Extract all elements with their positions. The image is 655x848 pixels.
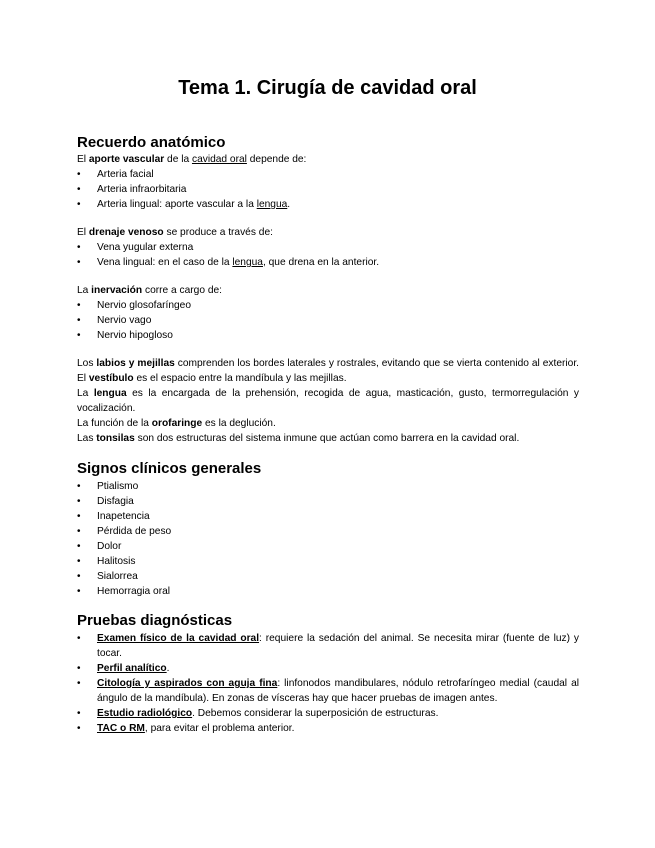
bold-term: vestíbulo xyxy=(88,373,134,384)
signos-list xyxy=(77,479,579,599)
list-item: • Inapetencia xyxy=(77,509,579,524)
text: La xyxy=(77,388,94,399)
text: , para evitar el problema anterior. xyxy=(144,723,295,734)
document-body xyxy=(77,133,579,736)
text: La función de la xyxy=(77,418,152,429)
text: Vena lingual: en el caso de la xyxy=(97,257,233,268)
bold-term: labios y mejillas xyxy=(96,358,175,369)
text: , que drena en la anterior. xyxy=(262,257,380,268)
text: es el espacio entre la mandíbula y las mejillas. xyxy=(133,373,347,384)
text: La xyxy=(77,285,92,296)
bold-underlined-term: Citología y aspirados con aguja fina xyxy=(97,678,278,689)
text: de la xyxy=(164,154,192,165)
vascular-list xyxy=(77,167,579,212)
bold-term: orofaringe xyxy=(151,418,203,429)
text: El xyxy=(77,154,89,165)
list-item xyxy=(77,197,579,212)
list-item: • Arteria infraorbitaria xyxy=(77,182,579,197)
inervacion-intro xyxy=(77,283,579,298)
bold-term: inervación xyxy=(91,285,143,296)
pruebas-list xyxy=(77,631,579,736)
bold-term: tonsilas xyxy=(96,433,135,444)
text: . xyxy=(287,199,291,210)
bold-term: aporte vascular xyxy=(88,154,165,165)
page-title: Tema 1. Cirugía de cavidad oral xyxy=(178,77,477,99)
paragraph-labios xyxy=(77,356,579,386)
list-item: • Vena yugular externa xyxy=(77,240,579,255)
text: se produce a través de: xyxy=(163,227,273,238)
paragraph-lengua xyxy=(77,386,579,416)
list-item: • Halitosis xyxy=(77,554,579,569)
list-item: • Sialorrea xyxy=(77,569,579,584)
text: depende de: xyxy=(246,154,307,165)
text: corre a cargo de: xyxy=(142,285,222,296)
text: Las xyxy=(77,433,97,444)
list-item: • Arteria facial xyxy=(77,167,579,182)
list-item: • Ptialismo xyxy=(77,479,579,494)
text: Los xyxy=(77,358,97,369)
list-item: • Disfagia xyxy=(77,494,579,509)
text: son dos estructuras del sistema inmune que actúan como barrera en la cavidad oral. xyxy=(134,433,520,444)
underlined-term: lengua xyxy=(232,257,263,268)
bold-term: lengua xyxy=(93,388,127,399)
underlined-term: cavidad oral xyxy=(191,154,247,165)
text: . xyxy=(166,663,170,674)
list-item xyxy=(77,661,579,676)
list-item: • Hemorragia oral xyxy=(77,584,579,599)
text: . Debemos considerar la superposición de estructuras. xyxy=(192,708,439,719)
text: El xyxy=(77,227,89,238)
list-item xyxy=(77,676,579,706)
text: Arteria lingual: aporte vascular a la xyxy=(97,199,257,210)
text: comprenden los bordes laterales y rostrales, evitando que se vierta contenido al exterior. El xyxy=(77,358,579,384)
text: es la deglución. xyxy=(202,418,276,429)
inervacion-list xyxy=(77,298,579,343)
list-item: • Dolor xyxy=(77,539,579,554)
list-item: • Nervio hipogloso xyxy=(77,328,579,343)
bold-underlined-term: Perfil analítico xyxy=(97,663,167,674)
list-item xyxy=(77,255,579,270)
section-recuerdo-anatomico xyxy=(77,133,579,446)
list-item xyxy=(77,631,579,661)
list-item: • Nervio vago xyxy=(77,313,579,328)
list-item xyxy=(77,706,579,721)
section-heading: Signos clínicos generales xyxy=(77,460,262,477)
text: : requiere la sedación del animal. Se necesita mirar (fuente de luz) y tocar. xyxy=(97,633,580,659)
section-heading: Recuerdo anatómico xyxy=(77,134,226,151)
underlined-term: lengua xyxy=(256,199,288,210)
bold-underlined-term: Examen físico de la cavidad oral xyxy=(97,633,260,644)
bold-underlined-term: Estudio radiológico xyxy=(97,708,193,719)
paragraph-orofaringe xyxy=(77,416,579,431)
paragraph-tonsilas xyxy=(77,431,579,446)
section-pruebas-diagnosticas xyxy=(77,611,579,736)
text: es la encargada de la prehensión, recogida de agua, masticación, gusto, termorregulación y vocalización. xyxy=(77,388,579,414)
vascular-intro xyxy=(77,152,579,167)
list-item: • Pérdida de peso xyxy=(77,524,579,539)
drenaje-list xyxy=(77,240,579,270)
section-heading: Pruebas diagnósticas xyxy=(77,612,233,629)
text: : linfonodos mandibulares, nódulo retrofaríngeo medial (caudal al ángulo de la mandíbula). En zonas de vísceras hay que hacer pruebas de imagen antes. xyxy=(97,678,579,704)
bold-underlined-term: TAC o RM xyxy=(97,723,145,734)
drenaje-intro xyxy=(77,225,579,240)
list-item xyxy=(77,721,579,736)
section-signos-clinicos xyxy=(77,459,579,599)
list-item: • Nervio glosofaríngeo xyxy=(77,298,579,313)
bold-term: drenaje venoso xyxy=(88,227,164,238)
